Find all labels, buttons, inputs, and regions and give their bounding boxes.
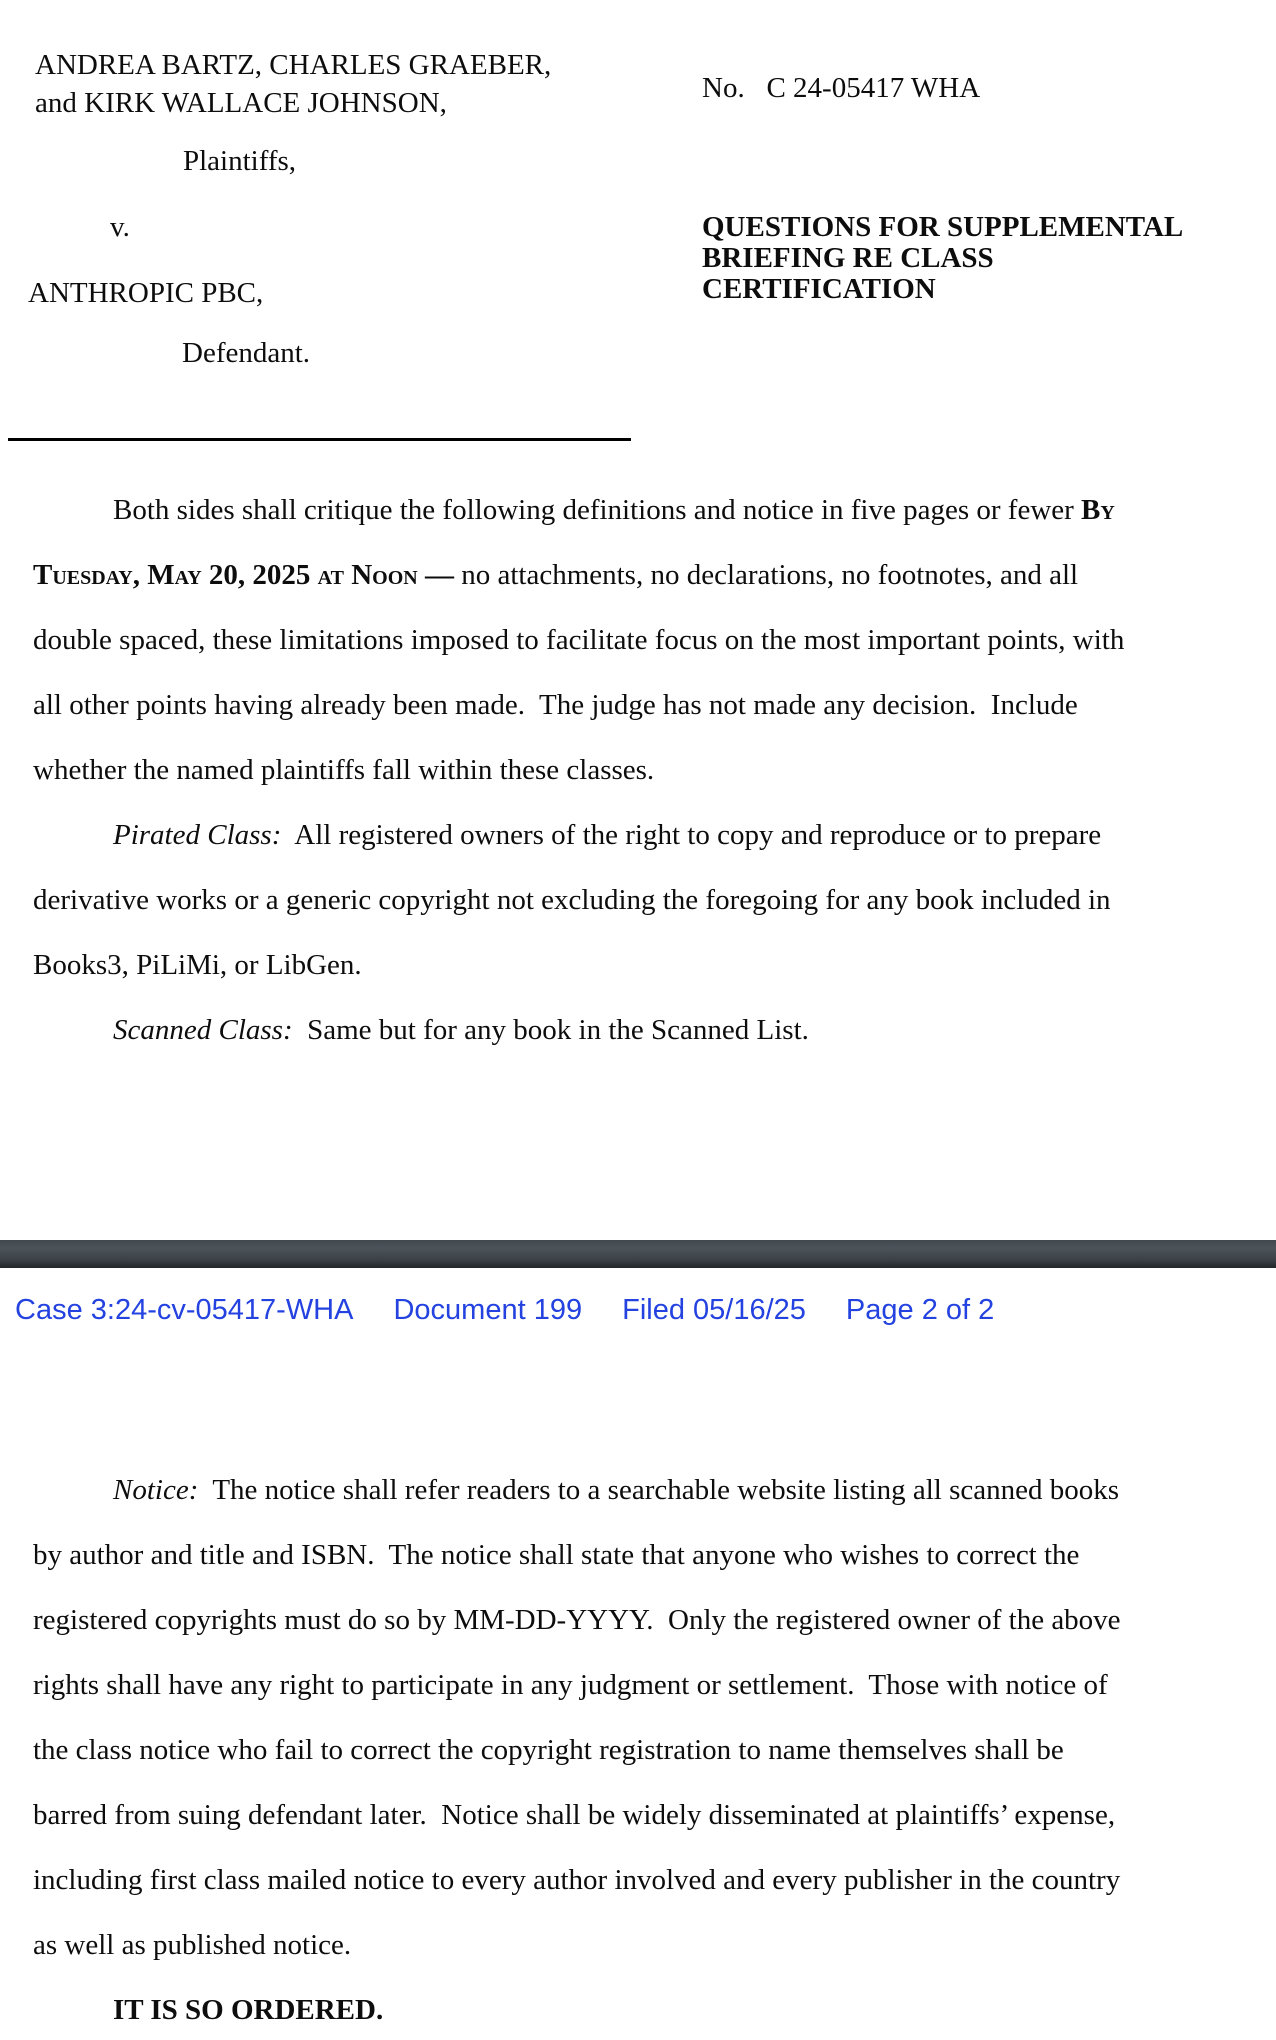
- stamp-document-number: Document 199: [393, 1294, 583, 1326]
- ecf-filing-stamp: [15, 1294, 994, 1327]
- stamp-filed-date: Filed 05/16/25: [622, 1294, 806, 1326]
- text-line: [33, 673, 1247, 738]
- caption-divider-line: [8, 438, 631, 441]
- caption-defendant-name: ANTHROPIC PBC,: [28, 277, 264, 309]
- text-segment: derivative works or a generic copyright not excluding the foregoing for any book included in: [33, 884, 1111, 916]
- text-segment: Pirated Class:: [113, 819, 282, 851]
- text-line: [33, 868, 1247, 933]
- text-segment: Notice:: [113, 1474, 199, 1506]
- text-line: [33, 1913, 1247, 1978]
- text-line: [33, 933, 1247, 998]
- text-segment: all other points having already been made. The judge has not made any decision. Include: [33, 689, 1078, 721]
- text-line: [33, 1718, 1247, 1783]
- text-segment: The notice shall refer readers to a searchable website listing all scanned books: [198, 1474, 1120, 1506]
- text-segment: double spaced, these limitations imposed to facilitate focus on the most important points, with: [33, 624, 1125, 656]
- text-segment: Tuesday, May 20, 2025 at Noon: [33, 559, 418, 591]
- text-line: [33, 1588, 1247, 1653]
- page-separator-bar: [0, 1240, 1276, 1268]
- text-segment: including first class mailed notice to every author involved and every publisher in the country: [33, 1864, 1121, 1896]
- order-title: [702, 212, 1262, 305]
- text-line: [35, 84, 551, 122]
- text-line: [33, 608, 1247, 673]
- order-body-page2: [33, 1458, 1247, 2040]
- text-segment: barred from suing defendant later. Notice shall be widely disseminated at plaintiffs’ expense,: [33, 1799, 1116, 1831]
- text-segment: registered copyrights must do so by MM-DD-YYYY. Only the registered owner of the above: [33, 1604, 1121, 1636]
- text-segment: rights shall have any right to participate in any judgment or settlement. Those with notice of: [33, 1669, 1108, 1701]
- text-line: [33, 543, 1247, 608]
- text-segment: All registered owners of the right to copy and reproduce or to prepare: [281, 819, 1102, 851]
- text-segment: and KIRK WALLACE JOHNSON,: [35, 87, 447, 119]
- text-line: [702, 243, 1262, 274]
- text-segment: the class notice who fail to correct the copyright registration to name themselves shall be: [33, 1734, 1064, 1766]
- text-segment: By: [1081, 494, 1115, 526]
- text-segment: Scanned Class:: [113, 1014, 293, 1046]
- text-line: [33, 1783, 1247, 1848]
- text-line: [35, 46, 551, 84]
- text-line: [33, 1458, 1247, 1523]
- text-segment: IT IS SO ORDERED.: [113, 1994, 384, 2026]
- text-line: [33, 1653, 1247, 1718]
- caption-plaintiffs-label: Plaintiffs,: [183, 145, 297, 177]
- stamp-page-number: Page 2 of 2: [845, 1294, 995, 1326]
- stamp-case-number: Case 3:24-cv-05417-WHA: [15, 1294, 354, 1326]
- text-segment: Same but for any book in the Scanned List.: [292, 1014, 809, 1046]
- text-line: [33, 738, 1247, 803]
- text-segment: by author and title and ISBN. The notice shall state that anyone who wishes to correct the: [33, 1539, 1080, 1571]
- text-line: [33, 478, 1247, 543]
- text-segment: ANDREA BARTZ, CHARLES GRAEBER,: [35, 49, 552, 81]
- text-line: [33, 803, 1247, 868]
- text-line: [33, 998, 1247, 1063]
- text-segment: QUESTIONS FOR SUPPLEMENTAL: [702, 211, 1184, 243]
- text-segment: Both sides shall critique the following definitions and notice in five pages or fewer: [113, 494, 1082, 526]
- text-segment: CERTIFICATION: [702, 273, 936, 305]
- text-line: [702, 274, 1262, 305]
- text-line: [33, 1523, 1247, 1588]
- caption-party-names: [35, 46, 551, 122]
- text-line: [702, 212, 1262, 243]
- text-segment: as well as published notice.: [33, 1929, 352, 1961]
- order-body-page1: [33, 478, 1247, 1063]
- caption-defendant-label: Defendant.: [182, 337, 311, 369]
- case-number: No. C 24-05417 WHA: [702, 72, 981, 104]
- text-segment: Books3, PiLiMi, or LibGen.: [33, 949, 362, 981]
- text-segment: whether the named plaintiffs fall within these classes.: [33, 754, 655, 786]
- text-line: [33, 1848, 1247, 1913]
- text-line: [33, 1978, 1247, 2040]
- text-segment: BRIEFING RE CLASS: [702, 242, 994, 274]
- text-segment: no attachments, no declarations, no footnotes, and all: [461, 559, 1079, 591]
- caption-versus: v.: [110, 211, 130, 243]
- text-segment: —: [417, 559, 462, 591]
